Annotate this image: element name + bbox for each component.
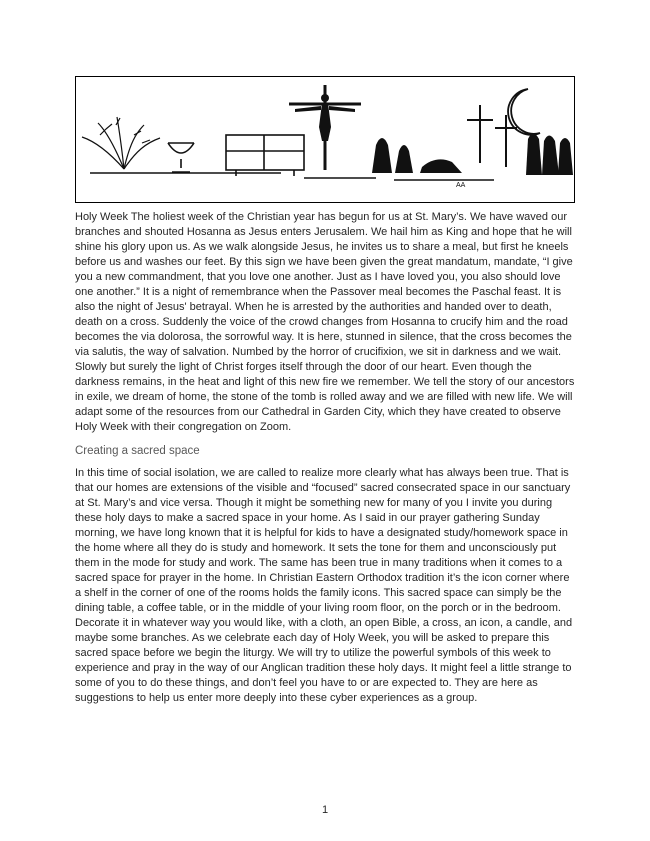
paragraph-sacred-space: In this time of social isolation, we are called to realize more clearly what has always been true. That is that our homes are extensions of the visible and “focused” sacred consecrated space in our sanctuary at St. Mary’s and vice versa. Though it might be something new for many of you I invite you during these holy days to make a sacred space in your home. As I said in our prayer gathering Sunday morning, we have long known that it is helpful for kids to have a designated study/homework space in the home where all they do is study and homework. It sets the tone for them and unconsciously put them in the mode for study and work. The same has been true in many traditions when it comes to a sacred space for prayer in the home. In Christian Eastern Orthodox tradition it’s the icon corner where a shelf in the corner of one of the rooms holds the family icons. This sacred space can simply be the dining table, a coffee table, or in the middle of your living room floor, on the porch or in the bedroom. Decorate it in whatever way you would like, with a cloth, an open Bible, a cross, an icon, a candle, and maybe some branches. As we celebrate each day of Holy Week, you will be asked to prepare this sacred space before we begin the liturgy. We will try to utilize the powerful symbols of this week to experience and pray in the way of our Anglican tradition these holy days. It might feel a little strange to some of you to do these things, and don’t feel you have to or are expected to. They are here as suggestions to help us enter more deeply into these cyber experiences as a group. xyxy=(75,467,573,704)
central-crucifix-icon xyxy=(289,85,361,170)
standing-figures xyxy=(526,134,573,176)
crucifixion-line-art xyxy=(76,77,573,201)
paragraph-holy-week-intro: Holy Week The holiest week of the Christian year has begun for us at St. Mary’s. We have waved our branches and shouted Hosanna as Jesus enters Jerusalem. We hail him as King and hope that he will shine his glory upon us. As we walk alongside Jesus, he invites us to share a meal, but first he kneels before us and washes our feet. By this sign we have been given the great mandatum, mandate, “I give you a new commandment, that you love one another. Just as I have loved you, you also should love one another.” It is a night of remembrance when the Passover meal becomes the Paschal feast. It is also the night of Jesus' betrayal. When he is arrested by the authorities and handed over to death, death on a cross. Suddenly the voice of the crowd changes from Hosanna to crucify him and the road becomes the via dolorosa, the sorrowful way. It is here, stunned in silence, that the cross becomes the via salutis, the way of salvation. Numbed by the horror of crucifixion, we sit in darkness and we wait. Slowly but surely the light of Christ forges itself through the door of our heart. Even though the darkness remains, in the heat and light of this new fire we remember. We tell the story of our ancestors in exile, we dream of home, the stone of the tomb is rolled away and we are filled with new life. We will adapt some of the resources from our Cathedral in Garden City, which they have created to observe Holy Week with their congregation on Zoom. xyxy=(75,211,575,433)
mourning-figures xyxy=(372,138,462,173)
altar-block xyxy=(226,135,304,176)
section-heading-creating-sacred-space: Creating a sacred space xyxy=(75,445,200,457)
page-number: 1 xyxy=(321,804,329,816)
chalice-icon xyxy=(168,143,194,172)
holy-week-artwork xyxy=(75,76,575,203)
side-crosses-icon xyxy=(467,105,517,167)
ground-lines xyxy=(90,173,494,180)
artist-signature: AA xyxy=(456,182,466,189)
palm-branch-icon xyxy=(82,117,160,169)
document-content xyxy=(75,76,575,706)
